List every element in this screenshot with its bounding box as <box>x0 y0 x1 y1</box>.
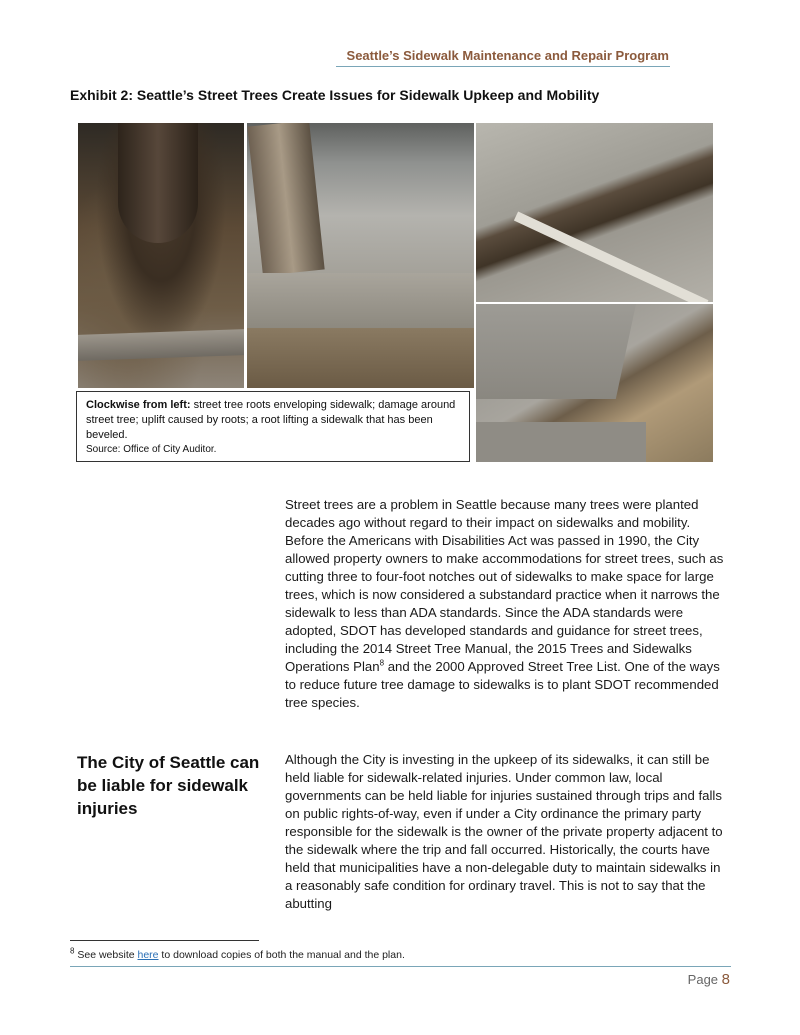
para1-text-a: Street trees are a problem in Seattle because many trees were planted decades ago without regard to their impact on sidewalks and mobility. Before the Americans with Disabilities Act was passed in 1990, the City allowed property owners to make accommodations for street trees, such as cutting three to four-foot notches out of sidewalks to make space for large trees, which is now considered a substandard practice when it narrows the sidewalk to less than ADA standards. Since the ADA standards were adopted, SDOT has developed standards and guidance for street trees, including the 2014 Street Tree Manual, the 2015 Trees and Sidewalks Operations Plan <box>285 497 724 674</box>
header-rule <box>336 66 670 67</box>
photo-caption <box>76 391 470 462</box>
photo-root-uplift <box>476 123 713 302</box>
side-heading: The City of Seattle can be liable for sidewalk injuries <box>77 753 260 818</box>
footnote-ref[interactable]: 8 <box>379 658 385 668</box>
sidewalk-slab-shape <box>476 304 636 399</box>
caption-lead: Clockwise from left: <box>86 399 191 411</box>
photo-tree-damage <box>247 123 474 388</box>
caption-source: Source: Office of City Auditor. <box>86 444 217 455</box>
tree-trunk-shape <box>118 123 198 243</box>
dirt-shape <box>247 328 474 388</box>
footnote-post: to download copies of both the manual and the plan. <box>158 949 405 961</box>
page-label: Page <box>687 972 722 987</box>
footnote-number: 8 <box>70 946 75 956</box>
footer-rule <box>70 966 731 967</box>
body-paragraph-1 <box>285 496 730 712</box>
slab-edge-shape <box>514 211 709 302</box>
photo-beveled-sidewalk <box>476 304 713 462</box>
sidewalk-slab-shape <box>247 273 474 328</box>
para1-text-b: and the 2000 Approved Street Tree List. One of the ways to reduce future tree damage to sidewalks is to plant SDOT recommended tree species. <box>285 659 720 710</box>
footnote <box>70 946 405 961</box>
page-number-value: 8 <box>721 971 730 988</box>
caption-text: street tree roots enveloping sidewalk; damage around street tree; uplift caused by roots; a root lifting a sidewalk that has been beveled. <box>86 399 456 441</box>
footnote-link[interactable]: here <box>137 949 159 961</box>
running-header: Seattle’s Sidewalk Maintenance and Repair Program <box>346 48 669 63</box>
exhibit-title: Exhibit 2: Seattle’s Street Trees Create Issues for Sidewalk Upkeep and Mobility <box>70 87 600 103</box>
curb-shape <box>78 329 244 361</box>
photo-tree-roots <box>78 123 244 388</box>
footnote-rule <box>70 940 259 941</box>
tree-trunk-shape <box>247 123 324 276</box>
lower-slab-shape <box>476 422 646 462</box>
page-number <box>688 971 730 988</box>
body-paragraph-2: Although the City is investing in the upkeep of its sidewalks, it can still be held liable for sidewalk-related injuries. Under common law, local governments can be held liable for injuries sustained through trips and falls on public rights-of-way, even if under a City ordinance the primary party responsible for the sidewalk is the owner of the private property adjacent to the sidewalk where the trip and fall occurred. Historically, the courts have held that municipalities have a non-delegable duty to maintain sidewalks in a reasonably safe condition for ordinary travel. This is not to say that the abutting <box>285 752 723 911</box>
footnote-pre: See website <box>74 949 138 961</box>
